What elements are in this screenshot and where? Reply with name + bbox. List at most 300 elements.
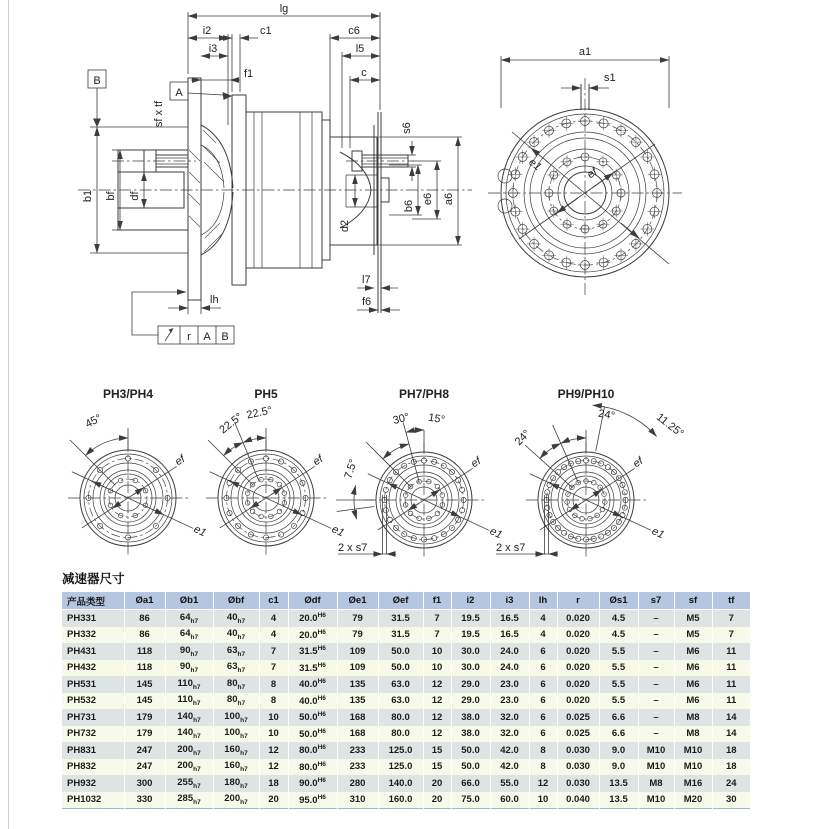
value-cell: 6 (529, 643, 557, 660)
value-cell: 31.5 (378, 627, 423, 644)
dim-label-ef: ef (172, 453, 188, 469)
value-cell: 29.0 (451, 693, 490, 710)
value-cell: $20.0^{H6}$ (288, 610, 337, 627)
value-cell: $64_{h7}$ (165, 610, 213, 627)
value-cell: 31.5 (378, 610, 423, 627)
product-cell: PH532 (62, 693, 124, 710)
dim-label-c6: c6 (348, 25, 360, 37)
value-cell: 8 (259, 676, 288, 693)
dim-label-c: c (361, 67, 367, 79)
value-cell: 118 (124, 643, 165, 660)
value-cell: 145 (124, 676, 165, 693)
value-cell: 4 (529, 610, 557, 627)
value-cell: 20 (423, 792, 451, 809)
value-cell: 23.0 (490, 693, 529, 710)
value-cell: 6 (529, 660, 557, 677)
value-cell: $50.0^{H6}$ (288, 709, 337, 726)
value-cell: $255_{h7}$ (165, 775, 213, 792)
value-cell: 13.5 (599, 775, 638, 792)
note-2xs7: 2 x s7 (496, 542, 526, 554)
angle-label: 45° (83, 412, 104, 431)
product-cell: PH1032 (62, 792, 124, 809)
value-cell: $80.0^{H6}$ (288, 759, 337, 776)
value-cell: 0.020 (557, 610, 599, 627)
column-header: Øe1 (337, 592, 378, 610)
value-cell: 6 (529, 693, 557, 710)
value-cell: M10 (674, 759, 712, 776)
value-cell: 7 (423, 610, 451, 627)
dim-label-ef: ef (310, 453, 326, 469)
column-header: tf (712, 592, 750, 610)
value-cell: 4 (529, 627, 557, 644)
value-cell: $285_{h7}$ (165, 792, 213, 809)
datum-b (88, 70, 106, 127)
column-header: 产品类型 (62, 592, 124, 610)
value-cell: 19.5 (451, 627, 490, 644)
value-cell: 8 (259, 693, 288, 710)
column-header: f1 (423, 592, 451, 610)
dim-label-bf: bf (105, 191, 117, 201)
section-view (78, 3, 472, 344)
value-cell: 145 (124, 693, 165, 710)
dim-label-s6: s6 (401, 122, 413, 134)
dim-label-f1: f1 (244, 68, 254, 80)
angle-label: 7.5° (342, 457, 360, 481)
table-row (62, 627, 750, 644)
value-cell: $180_{h7}$ (213, 775, 259, 792)
svg-text:B: B (221, 331, 229, 343)
value-cell: 330 (124, 792, 165, 809)
value-cell: 0.020 (557, 660, 599, 677)
value-cell: 30.0 (451, 643, 490, 660)
circular-runout-icon (165, 328, 174, 341)
value-cell: 160.0 (378, 792, 423, 809)
value-cell: – (638, 693, 674, 710)
value-cell: 0.025 (557, 726, 599, 743)
product-cell: PH331 (62, 610, 124, 627)
svg-text:A: A (203, 331, 211, 343)
value-cell: M16 (674, 775, 712, 792)
value-cell: 86 (124, 610, 165, 627)
value-cell: 0.020 (557, 643, 599, 660)
angle-label: 24° (597, 407, 616, 423)
value-cell: M6 (674, 660, 712, 677)
table-title: 减速器尺寸 (62, 572, 125, 586)
value-cell: 16.5 (490, 610, 529, 627)
svg-text:B: B (93, 75, 101, 87)
table-row (62, 676, 750, 693)
dim-label-b6: b6 (403, 199, 415, 213)
value-cell: 32.0 (490, 726, 529, 743)
value-cell: 6 (529, 726, 557, 743)
value-cell: M5 (674, 627, 712, 644)
value-cell: 75.0 (451, 792, 490, 809)
dim-label-a1: a1 (578, 46, 592, 58)
value-cell: M6 (674, 643, 712, 660)
value-cell: 5.5 (599, 676, 638, 693)
value-cell: 7 (423, 627, 451, 644)
column-header: Øb1 (165, 592, 213, 610)
value-cell: $90_{h7}$ (165, 660, 213, 677)
value-cell: $95.0^{H6}$ (288, 792, 337, 809)
value-cell: 5.5 (599, 660, 638, 677)
value-cell: $140_{h7}$ (165, 726, 213, 743)
output-flange-plate (188, 78, 201, 300)
value-cell: 12 (529, 775, 557, 792)
value-cell: M8 (674, 726, 712, 743)
value-cell: 55.0 (490, 775, 529, 792)
column-header: c1 (259, 592, 288, 610)
value-cell: 7 (712, 610, 750, 627)
value-cell: 24 (712, 775, 750, 792)
value-cell: 86 (124, 627, 165, 644)
table-row (62, 775, 750, 792)
value-cell: – (638, 726, 674, 743)
value-cell: $100_{h7}$ (213, 726, 259, 743)
value-cell: 80.0 (378, 726, 423, 743)
value-cell: 168 (337, 726, 378, 743)
value-cell: 125.0 (378, 742, 423, 759)
value-cell: 179 (124, 709, 165, 726)
column-header: i3 (490, 592, 529, 610)
value-cell: $31.5^{H6}$ (288, 660, 337, 677)
value-cell: 6.6 (599, 709, 638, 726)
dim-label-l5: l5 (355, 43, 365, 55)
value-cell: 12 (259, 742, 288, 759)
table-row (62, 709, 750, 726)
flange-view-ph9-ph10 (496, 387, 686, 558)
product-cell: PH732 (62, 726, 124, 743)
dim-label-e1: e1 (649, 525, 667, 542)
value-cell: 300 (124, 775, 165, 792)
value-cell: M8 (638, 775, 674, 792)
value-cell: 11 (712, 643, 750, 660)
value-cell: 12 (423, 726, 451, 743)
product-cell: PH432 (62, 660, 124, 677)
column-header: r (557, 592, 599, 610)
value-cell: 7 (259, 643, 288, 660)
value-cell: 11 (712, 676, 750, 693)
value-cell: $63_{h7}$ (213, 643, 259, 660)
dim-label-i2: i2 (202, 25, 212, 37)
value-cell: 29.0 (451, 676, 490, 693)
value-cell: 20 (423, 775, 451, 792)
view-title: PH5 (254, 387, 278, 401)
value-cell: $63_{h7}$ (213, 660, 259, 677)
value-cell: 247 (124, 742, 165, 759)
value-cell: 247 (124, 759, 165, 776)
dim-label-sfxtf: sf x tf (153, 100, 165, 128)
value-cell: 23.0 (490, 676, 529, 693)
value-cell: M20 (674, 792, 712, 809)
angle-label: 11.25° (653, 411, 686, 440)
column-header: s7 (638, 592, 674, 610)
value-cell: $80_{h7}$ (213, 693, 259, 710)
value-cell: 12 (423, 709, 451, 726)
value-cell: – (638, 660, 674, 677)
value-cell: 11 (712, 660, 750, 677)
dim-label-a6: a6 (443, 192, 455, 206)
value-cell: 14 (712, 709, 750, 726)
value-cell: – (638, 676, 674, 693)
value-cell: $40.0^{H6}$ (288, 693, 337, 710)
value-cell: $90_{h7}$ (165, 643, 213, 660)
value-cell: M5 (674, 610, 712, 627)
value-cell: 50.0 (451, 759, 490, 776)
value-cell: 12 (423, 676, 451, 693)
value-cell: 79 (337, 627, 378, 644)
svg-text:r: r (187, 331, 191, 343)
flange-view-ph7-ph8 (336, 387, 504, 558)
value-cell: 6 (529, 709, 557, 726)
value-cell: $64_{h7}$ (165, 627, 213, 644)
dim-label-e1: e1 (329, 523, 347, 540)
angle-label: 15° (427, 411, 446, 427)
column-header: Øef (378, 592, 423, 610)
value-cell: 30.0 (451, 660, 490, 677)
value-cell: 32.0 (490, 709, 529, 726)
value-cell: 109 (337, 643, 378, 660)
value-cell: M6 (674, 676, 712, 693)
value-cell: 6.6 (599, 726, 638, 743)
value-cell: 63.0 (378, 676, 423, 693)
dim-label-e1: e1 (487, 525, 505, 542)
dim-label-e6: e6 (422, 192, 434, 206)
value-cell: 0.030 (557, 775, 599, 792)
value-cell: – (638, 627, 674, 644)
value-cell: $40.0^{H6}$ (288, 676, 337, 693)
value-cell: $80.0^{H6}$ (288, 742, 337, 759)
value-cell: 0.040 (557, 792, 599, 809)
value-cell: $160_{h7}$ (213, 759, 259, 776)
table-row (62, 792, 750, 809)
angle-label: 30° (391, 411, 411, 428)
value-cell: 0.030 (557, 742, 599, 759)
value-cell: 233 (337, 742, 378, 759)
value-cell: 4.5 (599, 610, 638, 627)
dim-label-lg: lg (279, 3, 289, 15)
value-cell: 179 (124, 726, 165, 743)
value-cell: 168 (337, 709, 378, 726)
product-cell: PH531 (62, 676, 124, 693)
value-cell: $31.5^{H6}$ (288, 643, 337, 660)
value-cell: 11 (712, 693, 750, 710)
dimensions-table (62, 592, 750, 809)
value-cell: 310 (337, 792, 378, 809)
product-cell: PH731 (62, 709, 124, 726)
value-cell: 10 (529, 792, 557, 809)
value-cell: 19.5 (451, 610, 490, 627)
angle-label: 24° (512, 427, 534, 449)
motor-flange (330, 137, 377, 245)
value-cell: 12 (259, 759, 288, 776)
value-cell: 66.0 (451, 775, 490, 792)
column-header: Ødf (288, 592, 337, 610)
table-row (62, 610, 750, 627)
value-cell: 7 (712, 627, 750, 644)
value-cell: 16.5 (490, 627, 529, 644)
view-title: PH7/PH8 (398, 387, 450, 401)
value-cell: 0.030 (557, 759, 599, 776)
column-header: Øa1 (124, 592, 165, 610)
flange-view-ph3-ph4 (68, 387, 208, 556)
value-cell: 4 (259, 627, 288, 644)
value-cell: M10 (638, 792, 674, 809)
angle-label: 22.5° (217, 410, 246, 437)
value-cell: $40_{h7}$ (213, 610, 259, 627)
product-cell: PH431 (62, 643, 124, 660)
dim-label-ef: ef (585, 165, 600, 182)
value-cell: 0.025 (557, 709, 599, 726)
value-cell: 15 (423, 759, 451, 776)
value-cell: $90.0^{H6}$ (288, 775, 337, 792)
value-cell: 5.5 (599, 643, 638, 660)
dim-label-i3: i3 (208, 43, 218, 55)
value-cell: 79 (337, 610, 378, 627)
product-cell: PH832 (62, 759, 124, 776)
dim-label-f6: f6 (362, 296, 372, 308)
value-cell: 0.020 (557, 693, 599, 710)
value-cell: 10 (423, 660, 451, 677)
value-cell: $20.0^{H6}$ (288, 627, 337, 644)
value-cell: 140.0 (378, 775, 423, 792)
dim-label-b1: b1 (82, 189, 94, 203)
value-cell: – (638, 643, 674, 660)
value-cell: 5.5 (599, 693, 638, 710)
value-cell: 125.0 (378, 759, 423, 776)
value-cell: 6 (529, 676, 557, 693)
column-header: Øs1 (599, 592, 638, 610)
flange-hole-pattern-views (0, 385, 818, 581)
value-cell: 233 (337, 759, 378, 776)
dimension-drawing (0, 0, 818, 385)
value-cell: $110_{h7}$ (165, 693, 213, 710)
value-cell: M10 (638, 759, 674, 776)
value-cell: 135 (337, 693, 378, 710)
view-title: PH9/PH10 (557, 387, 615, 401)
view-title: PH3/PH4 (102, 387, 154, 401)
value-cell: 8 (529, 759, 557, 776)
value-cell: $140_{h7}$ (165, 709, 213, 726)
product-cell: PH831 (62, 742, 124, 759)
value-cell: $100_{h7}$ (213, 709, 259, 726)
value-cell: 24.0 (490, 660, 529, 677)
value-cell: 63.0 (378, 693, 423, 710)
value-cell: – (638, 610, 674, 627)
column-header: Øbf (213, 592, 259, 610)
value-cell: 109 (337, 660, 378, 677)
front-view (488, 46, 682, 296)
value-cell: $200_{h7}$ (165, 759, 213, 776)
value-cell: 50.0 (378, 660, 423, 677)
value-cell: 18 (712, 742, 750, 759)
table-row (62, 759, 750, 776)
value-cell: 18 (712, 759, 750, 776)
value-cell: M8 (674, 709, 712, 726)
product-cell: PH332 (62, 627, 124, 644)
column-header: lh (529, 592, 557, 610)
dim-label-ef: ef (630, 455, 646, 471)
value-cell: 9.0 (599, 759, 638, 776)
value-cell: 118 (124, 660, 165, 677)
value-cell: 280 (337, 775, 378, 792)
value-cell: 9.0 (599, 742, 638, 759)
value-cell: 12 (423, 693, 451, 710)
dim-label-d2: d2 (339, 219, 351, 233)
value-cell: 8 (529, 742, 557, 759)
dim-label-df: df (129, 191, 141, 201)
value-cell: 0.020 (557, 676, 599, 693)
value-cell: 7 (259, 660, 288, 677)
value-cell: M6 (674, 693, 712, 710)
value-cell: 10 (423, 643, 451, 660)
table-row (62, 643, 750, 660)
note-2xs7: 2 x s7 (338, 542, 368, 554)
value-cell: 4 (259, 610, 288, 627)
value-cell: 50.0 (451, 742, 490, 759)
value-cell: $110_{h7}$ (165, 676, 213, 693)
value-cell: $160_{h7}$ (213, 742, 259, 759)
value-cell: 15 (423, 742, 451, 759)
flange-view-ph5 (206, 387, 346, 556)
value-cell: 50.0 (378, 643, 423, 660)
dim-label-ef: ef (468, 455, 484, 471)
value-cell: $200_{h7}$ (165, 742, 213, 759)
value-cell: $80_{h7}$ (213, 676, 259, 693)
value-cell: 42.0 (490, 759, 529, 776)
value-cell: $200_{h7}$ (213, 792, 259, 809)
value-cell: 13.5 (599, 792, 638, 809)
header-row (62, 592, 750, 610)
value-cell: 38.0 (451, 726, 490, 743)
svg-text:A: A (175, 87, 183, 99)
value-cell: 42.0 (490, 742, 529, 759)
angle-label: 22.5° (245, 404, 274, 422)
value-cell: 20 (259, 792, 288, 809)
dim-label-s1: s1 (604, 72, 616, 84)
value-cell: M10 (638, 742, 674, 759)
value-cell: $40_{h7}$ (213, 627, 259, 644)
dim-label-c1: c1 (260, 25, 272, 37)
table-row (62, 693, 750, 710)
value-cell: 135 (337, 676, 378, 693)
table-row (62, 660, 750, 677)
table-row (62, 726, 750, 743)
table-row (62, 742, 750, 759)
value-cell: 80.0 (378, 709, 423, 726)
value-cell: M10 (674, 742, 712, 759)
value-cell: 60.0 (490, 792, 529, 809)
dim-label-e1: e1 (191, 523, 209, 540)
value-cell: 18 (259, 775, 288, 792)
column-header: i2 (451, 592, 490, 610)
runout-tolerance-frame (132, 292, 234, 344)
value-cell: 14 (712, 726, 750, 743)
value-cell: 38.0 (451, 709, 490, 726)
product-cell: PH932 (62, 775, 124, 792)
dim-label-lh: lh (210, 294, 219, 306)
value-cell: 10 (259, 726, 288, 743)
value-cell: 0.020 (557, 627, 599, 644)
column-header: sf (674, 592, 712, 610)
value-cell: 24.0 (490, 643, 529, 660)
dim-label-e1: e1 (526, 156, 544, 174)
value-cell: 10 (259, 709, 288, 726)
value-cell: 4.5 (599, 627, 638, 644)
value-cell: – (638, 709, 674, 726)
value-cell: $50.0^{H6}$ (288, 726, 337, 743)
value-cell: 30 (712, 792, 750, 809)
